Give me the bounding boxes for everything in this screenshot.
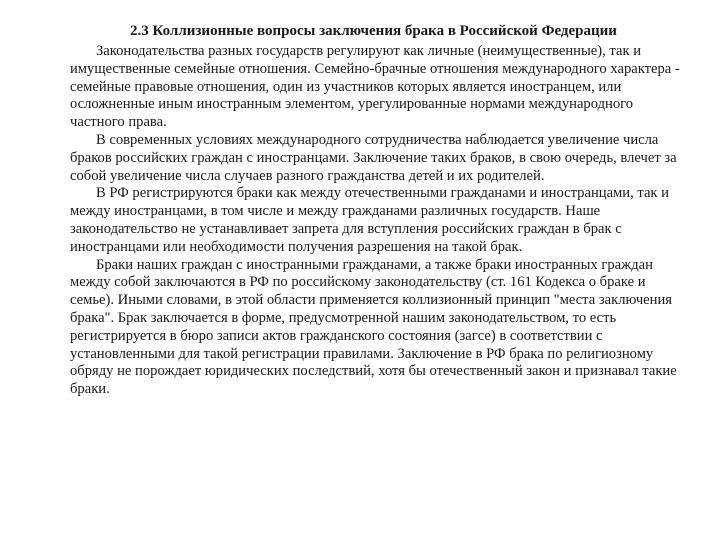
paragraph-4: Браки наших граждан с иностранными гражданами, а также браки иностранных граждан между собой заключаются в РФ по российскому законодательству (ст. 161 Кодекса о браке и семье). Иными словами, в этой области применяется коллизионный принцип "места заключения брака". Брак заключается в форме, предусмотренной нашим законодательством, то есть регистрируется в бюро записи актов гражданского состояния (загсе) в соответствии с установленными для такой регистрации правилами. Заключение в РФ брака по религиозному обряду не порождает юридических последствий, хотя бы отечественный закон и признавал такие браки. — [70, 256, 677, 398]
section-heading: 2.3 Коллизионные вопросы заключения брака в Российской Федерации — [130, 23, 617, 39]
paragraph-1: Законодательства разных государств регулируют как личные (неимущественные), так и имущественные семейные отношения. Семейно-брачные отношения международного характера - семейные правовые отношения, один из участников которых является иностранцем, или осложненные иным иностранным элементом, урегулированные нормами международного частного права. — [70, 43, 680, 131]
document-body — [70, 43, 690, 399]
paragraph-3: В РФ регистрируются браки как между отечественными гражданами и иностранцами, так и между иностранцами, в том числе и между гражданами различных государств. Наше законодательство не устанавливает запрета для вступления российских граждан в брак с иностранцами или необходимости получения разрешения на такой брак. — [70, 185, 669, 255]
paragraph-2: В современных условиях международного сотрудничества наблюдается увеличение числа браков российских граждан с иностранцами. Заключение таких браков, в свою очередь, влечет за собой увеличение числа случаев разного гражданства детей и их родителей. — [70, 131, 677, 184]
